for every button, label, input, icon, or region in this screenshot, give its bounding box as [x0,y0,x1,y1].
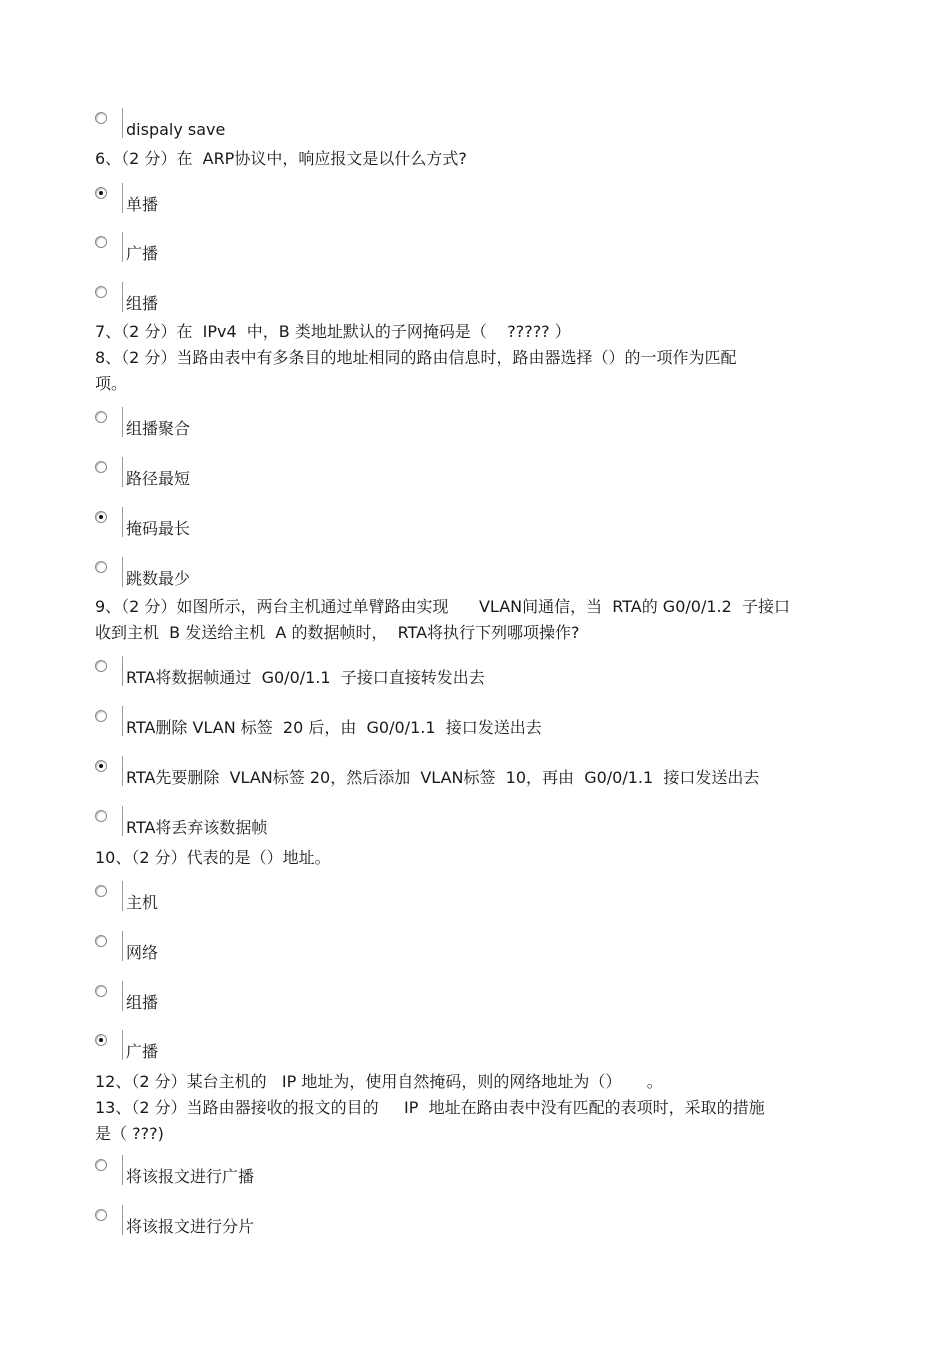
question-text: 7、（2 分）在 IPv4 中，B 类地址默认的子网掩码是（ ????? ） [95,322,571,341]
radio-unchecked-icon[interactable] [95,985,107,997]
option-label: 主机 [126,893,159,912]
question-text: 6、（2 分）在 ARP协议中，响应报文是以什么方式? [95,149,467,168]
option-label: 广播 [126,1042,159,1061]
cursor-divider [122,507,123,537]
cursor-divider [122,183,123,213]
radio-unchecked-icon[interactable] [95,461,107,473]
option-label: 路径最短 [126,469,191,488]
option-label: RTA删除 VLAN 标签 20 后，由 G0/0/1.1 接口发送出去 [126,718,542,737]
answer-option[interactable] [95,935,855,969]
radio-checked-icon[interactable] [95,511,107,523]
cursor-divider [122,931,123,961]
option-label: dispaly save [126,120,226,139]
cursor-divider [122,108,123,138]
radio-unchecked-icon[interactable] [95,1159,107,1171]
answer-option[interactable] [95,660,855,694]
answer-option[interactable] [95,236,855,270]
answer-option[interactable] [95,1034,855,1068]
cursor-divider [122,232,123,262]
radio-unchecked-icon[interactable] [95,561,107,573]
radio-unchecked-icon[interactable] [95,885,107,897]
question-text: 10、（2 分）代表的是（）地址。 [95,848,331,867]
option-label: 组播 [126,993,159,1012]
cursor-divider [122,282,123,312]
cursor-divider [122,407,123,437]
cursor-divider [122,1155,123,1185]
radio-unchecked-icon[interactable] [95,1209,107,1221]
cursor-divider [122,1030,123,1060]
cursor-divider [122,656,123,686]
radio-unchecked-icon[interactable] [95,810,107,822]
radio-unchecked-icon[interactable] [95,236,107,248]
answer-option[interactable] [95,985,855,1019]
radio-unchecked-icon[interactable] [95,112,107,124]
option-label: 跳数最少 [126,569,191,588]
radio-unchecked-icon[interactable] [95,411,107,423]
question-text: 13、（2 分）当路由器接收的报文的目的 IP 地址在路由表中没有匹配的表项时，采取的措施 是（ ???) [95,1098,765,1143]
radio-unchecked-icon[interactable] [95,286,107,298]
answer-option[interactable] [95,112,855,146]
option-label: 广播 [126,244,159,263]
radio-unchecked-icon[interactable] [95,710,107,722]
answer-option[interactable] [95,411,855,445]
question-text: 12、（2 分）某台主机的 IP 地址为，使用自然掩码，则的网络地址为（） 。 [95,1072,663,1091]
answer-option[interactable] [95,760,855,794]
option-label: RTA先要删除 VLAN标签 20，然后添加 VLAN标签 10，再由 G0/0/1.1 接口发送出去 [126,768,760,787]
answer-option[interactable] [95,511,855,545]
cursor-divider [122,981,123,1011]
cursor-divider [122,706,123,736]
radio-unchecked-icon[interactable] [95,935,107,947]
cursor-divider [122,881,123,911]
answer-option[interactable] [95,810,855,844]
cursor-divider [122,457,123,487]
option-label: 将该报文进行广播 [126,1167,255,1186]
option-label: 网络 [126,943,159,962]
radio-checked-icon[interactable] [95,760,107,772]
cursor-divider [122,806,123,836]
question-text: 8、（2 分）当路由表中有多条目的地址相同的路由信息时，路由器选择（）的一项作为匹配 项。 [95,348,737,393]
option-label: RTA将数据帧通过 G0/0/1.1 子接口直接转发出去 [126,668,485,687]
cursor-divider [122,1205,123,1235]
radio-unchecked-icon[interactable] [95,660,107,672]
cursor-divider [122,756,123,786]
answer-option[interactable] [95,1159,855,1193]
cursor-divider [122,557,123,587]
option-label: 将该报文进行分片 [126,1217,255,1236]
radio-checked-icon[interactable] [95,187,107,199]
option-label: 单播 [126,195,159,214]
option-label: RTA将丢弃该数据帧 [126,818,268,837]
option-label: 组播 [126,294,159,313]
option-label: 掩码最长 [126,519,191,538]
answer-option[interactable] [95,187,855,221]
option-label: 组播聚合 [126,419,191,438]
answer-option[interactable] [95,461,855,495]
answer-option[interactable] [95,561,855,595]
radio-checked-icon[interactable] [95,1034,107,1046]
question-text: 9、（2 分）如图所示，两台主机通过单臂路由实现 VLAN间通信，当 RTA的 G0/0/1.2 子接口 收到主机 B 发送给主机 A 的数据帧时， RTA将执行下列哪项操作? [95,597,790,642]
answer-option[interactable] [95,710,855,744]
answer-option[interactable] [95,286,855,320]
answer-option[interactable] [95,1209,855,1243]
answer-option[interactable] [95,885,855,919]
